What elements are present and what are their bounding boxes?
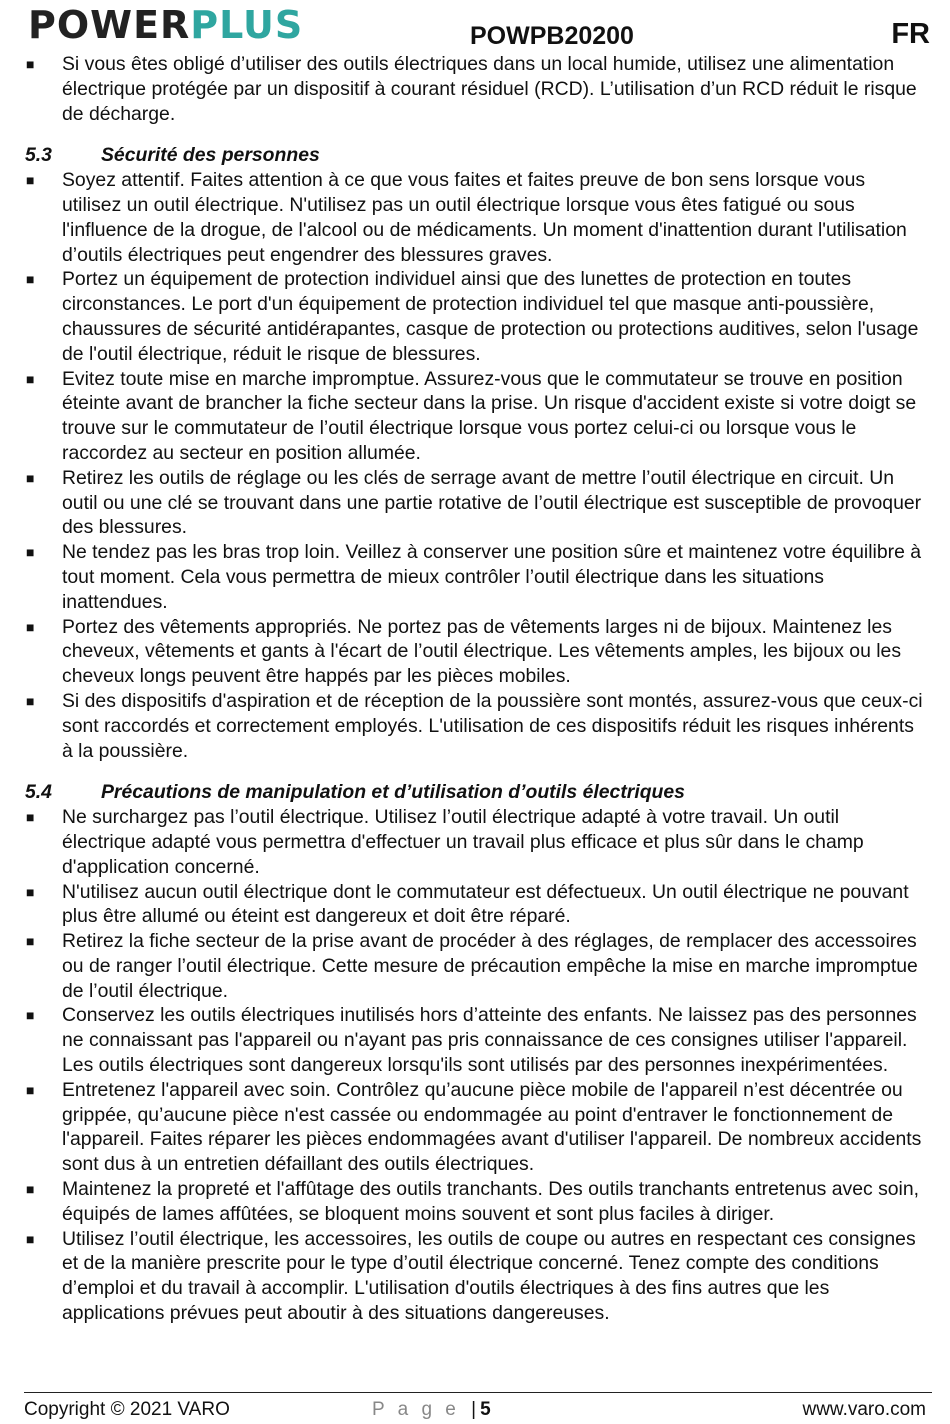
footer-divider: [24, 1392, 932, 1393]
list-item: [25, 1078, 925, 1177]
list-item: [25, 880, 925, 930]
list-item: [25, 929, 925, 1003]
section-number: 5.4: [25, 781, 52, 804]
bullet-icon: ■: [26, 469, 35, 486]
section-number: 5.3: [25, 144, 52, 167]
logo-plus: PLUS: [190, 3, 304, 47]
bullet-icon: ■: [26, 172, 35, 189]
section-heading-5-3: [25, 143, 925, 168]
bullet-icon: ■: [26, 1181, 35, 1198]
bullet-icon: ■: [26, 933, 35, 950]
page-number: 5: [480, 1399, 491, 1420]
list-item: [25, 367, 925, 466]
section-title: Précautions de manipulation et d’utilisation d’outils électriques: [101, 781, 685, 804]
bullet-icon: ■: [26, 370, 35, 387]
section-5-4-list: [25, 805, 925, 1326]
language-code: FR: [891, 18, 930, 50]
list-item-text: Si des dispositifs d'aspiration et de réception de la poussière sont montés, assurez-vous que ceux-ci sont raccordés et correctement employés. L'utilisation de ces dispositifs réduit les risques inhérents à la poussière.: [62, 689, 923, 762]
page-separator: |: [471, 1399, 477, 1420]
list-item: [25, 52, 925, 126]
bullet-icon: ■: [26, 618, 35, 635]
section-5-3-list: [25, 168, 925, 763]
section-title: Sécurité des personnes: [101, 144, 320, 167]
list-item-text: Conservez les outils électriques inutilisés hors d’atteinte des enfants. Ne laissez pas des personnes ne connaissant pas l'appareil ou n'ayant pas pris connaissance de ces consignes utiliser l'appareil. Les outils électriques sont dangereux lorsqu'ils sont utilisés par des personnes inexpérimentées.: [62, 1004, 917, 1077]
list-item: [25, 1003, 925, 1077]
website-link[interactable]: www.varo.com: [802, 1399, 926, 1420]
list-item: [25, 615, 925, 689]
list-item: [25, 805, 925, 879]
intro-list: [25, 52, 925, 126]
list-item-text: Retirez les outils de réglage ou les clés de serrage avant de mettre l’outil électrique en circuit. Un outil ou une clé se trouvant dans une partie rotative de l’outil électrique est susceptible de provoquer des blessures.: [62, 466, 922, 539]
section-heading-5-4: [25, 780, 925, 805]
list-item: [25, 168, 925, 267]
list-item-text: Entretenez l'appareil avec soin. Contrôlez qu’aucune pièce mobile de l'appareil n’est décentrée ou grippée, qu’aucune pièce n'est cassée ou endommagée au point d'entraver le fonctionnement de l'appareil. Faites réparer les pièces endommagées avant d'utiliser l'appareil. De nombreux accidents sont dus à un entretien défaillant des outils électriques.: [62, 1078, 922, 1176]
list-item-text: Ne tendez pas les bras trop loin. Veillez à conserver une position sûre et maintenez votre équilibre à tout moment. Cela vous permettra de mieux contrôler l’outil électrique dans les situations inattendues.: [62, 541, 922, 613]
copyright-text: Copyright © 2021 VARO: [24, 1399, 230, 1420]
page-label: P a g e: [372, 1399, 460, 1420]
list-item-text: Evitez toute mise en marche impromptue. Assurez-vous que le commutateur se trouve en position éteinte avant de brancher la fiche secteur dans la prise. Un risque d'accident existe si votre doigt se trouve sur le commutateur de l’outil électrique lorsque vous portez celui-ci ou lorsque vous le raccordez au secteur en position allumée.: [62, 367, 917, 464]
bullet-icon: ■: [26, 544, 35, 561]
model-number: POWPB20200: [470, 22, 634, 50]
bullet-icon: ■: [26, 56, 35, 72]
list-item: [25, 540, 925, 614]
page-indicator: [372, 1397, 491, 1423]
list-item: [25, 1177, 925, 1227]
bullet-icon: ■: [26, 809, 35, 826]
brand-logo: [28, 2, 303, 48]
list-item-text: Si vous êtes obligé d’utiliser des outils électriques dans un local humide, utilisez une alimentation électrique protégée par un dispositif à courant résiduel (RCD). L’utilisation d’un RCD réduit le risque de décharge.: [62, 53, 917, 125]
document-body: [25, 52, 925, 1326]
list-item-text: N'utilisez aucun outil électrique dont le commutateur est défectueux. Un outil électrique ne pouvant plus être allumé ou éteint est dangereux et doit être réparé.: [62, 880, 909, 928]
bullet-icon: ■: [26, 883, 35, 900]
list-item-text: Soyez attentif. Faites attention à ce que vous faites et faites preuve de bon sens lorsque vous utilisez un outil électrique. N'utilisez pas un outil électrique lorsque vous êtes fatigué ou sous l'influence de la drogue, de l'alcool ou de médicaments. Un moment d'inattention durant l'utilisation d’outils électriques peut engendrer des blessures graves.: [62, 169, 907, 266]
list-item-text: Utilisez l’outil électrique, les accessoires, les outils de coupe ou autres en respectant ces consignes et de la manière prescrite pour le type d’outil électrique concerné. Tenez compte des conditions d’emploi et du travail à accomplir. L'utilisation d'outils électriques à des fins autres que les applications prévues peut aboutir à des situations dangereuses.: [62, 1227, 916, 1325]
list-item: [25, 689, 925, 763]
logo-power: POWER: [28, 3, 191, 47]
bullet-icon: ■: [26, 1007, 35, 1024]
list-item: [25, 1227, 925, 1326]
page-header: [0, 0, 950, 55]
list-item: [25, 466, 925, 540]
bullet-icon: ■: [26, 271, 35, 288]
bullet-icon: ■: [26, 1081, 35, 1098]
list-item-text: Maintenez la propreté et l'affûtage des outils tranchants. Des outils tranchants entretenus avec soin, équipés de lames affûtées, se bloquent moins souvent et sont plus faciles à diriger.: [62, 1178, 920, 1225]
list-item-text: Portez un équipement de protection individuel ainsi que des lunettes de protection en toutes circonstances. Le port d'un équipement de protection individuel tel que masque anti-poussière, chaussures de sécurité antidérapantes, casque de protection ou protections auditives, selon l'usage de l'outil électrique, réduit le risque de blessures.: [62, 268, 919, 365]
list-item-text: Portez des vêtements appropriés. Ne portez pas de vêtements larges ni de bijoux. Maintenez les cheveux, vêtements et gants à l'écart de l’outil électrique. Les vêtements amples, les bijoux ou les cheveux longs peuvent être happés par les pièces mobiles.: [62, 615, 902, 688]
bullet-icon: ■: [26, 692, 35, 709]
list-item-text: Ne surchargez pas l’outil électrique. Utilisez l’outil électrique adapté à votre travail. Un outil électrique adapté vous permettra d'effectuer un travail plus efficace et plus sûr dans le champ d'application concerné.: [62, 806, 864, 878]
list-item-text: Retirez la fiche secteur de la prise avant de procéder à des réglages, de remplacer des accessoires ou de ranger l’outil électrique. Cette mesure de précaution empêche la mise en marche impromptue de l’outil électrique.: [62, 930, 918, 1002]
bullet-icon: ■: [26, 1230, 35, 1247]
list-item: [25, 267, 925, 366]
